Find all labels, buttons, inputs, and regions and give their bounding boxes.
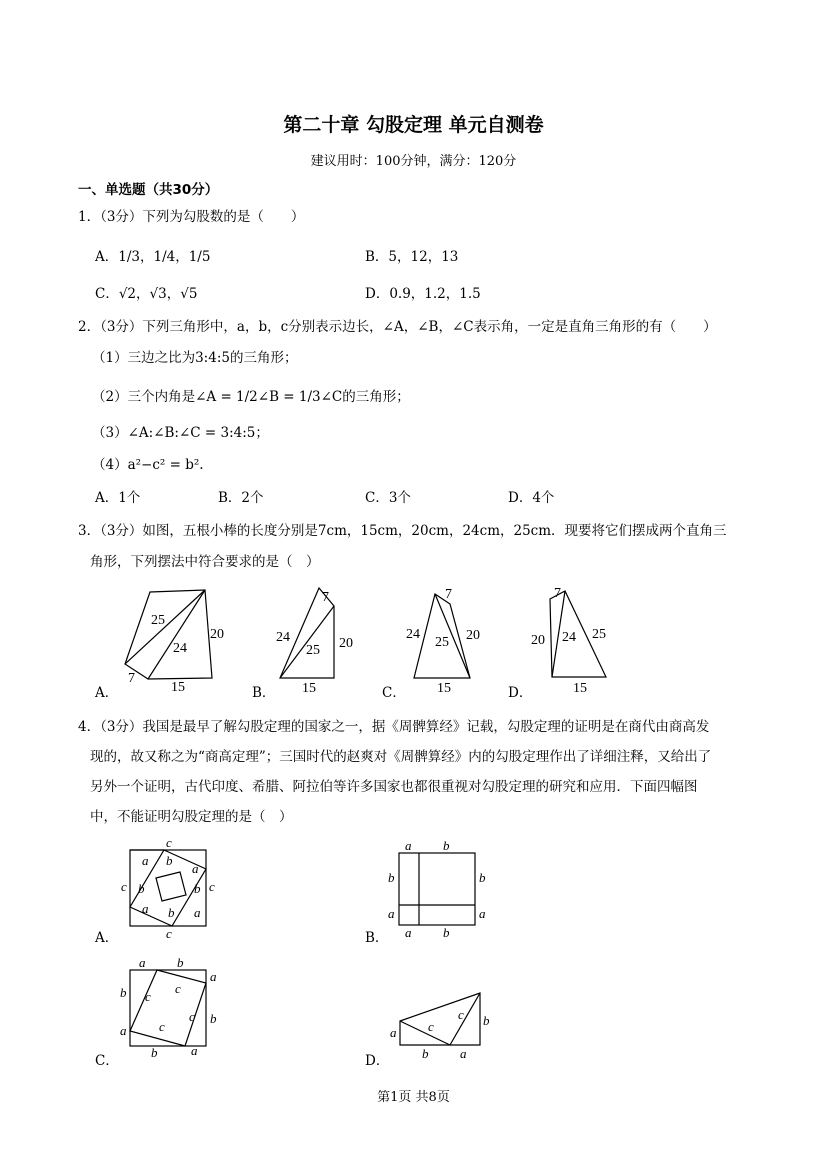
q1-option-c: C．√2，√3，√5 xyxy=(95,286,198,302)
q2-statement-3: （3）∠A:∠B:∠C = 3:4:5； xyxy=(92,425,269,441)
fig-c-label-25: 25 xyxy=(435,635,449,650)
q3-label-b: B． xyxy=(252,685,276,701)
q1-option-a: A．1/3，1/4，1/5 xyxy=(95,249,211,265)
page-title: 第二十章 勾股定理 单元自测卷 xyxy=(283,114,544,136)
q4-line-2: 现的，故又称之为“商高定理”；三国时代的赵爽对《周髀算经》内的勾股定理作出了详细注释，又给出了 xyxy=(90,749,712,765)
fig-d-label-7: 7 xyxy=(554,586,561,601)
q4-line-1: 4．（3分）我国是最早了解勾股定理的国家之一，据《周髀算经》记载，勾股定理的证明是在商代由商高发 xyxy=(78,719,710,735)
q3-figure-b xyxy=(272,586,367,696)
svg-text:b: b xyxy=(479,870,486,885)
page-footer: 第1页 共8页 xyxy=(377,1090,450,1105)
q3-label-a: A． xyxy=(95,685,119,701)
svg-text:c: c xyxy=(145,989,151,1004)
q4-label-c: C． xyxy=(95,1053,119,1069)
svg-text:b: b xyxy=(443,838,450,853)
svg-text:a: a xyxy=(142,853,149,868)
q2-option-d: D．4个 xyxy=(508,490,555,506)
svg-text:c: c xyxy=(121,879,127,894)
q3-label-c: C． xyxy=(382,685,406,701)
svg-text:c: c xyxy=(458,1007,464,1022)
svg-text:b: b xyxy=(151,1045,158,1060)
q2-option-c: C．3个 xyxy=(365,490,411,506)
svg-text:b: b xyxy=(443,925,450,940)
svg-text:b: b xyxy=(422,1046,429,1061)
q1-option-d: D．0.9，1.2，1.5 xyxy=(365,286,481,302)
svg-text:a: a xyxy=(390,1025,397,1040)
fig-a-label-20: 20 xyxy=(210,627,224,642)
svg-text:a: a xyxy=(194,905,201,920)
q4-stem xyxy=(78,712,750,832)
fig-b-label-20: 20 xyxy=(339,636,353,651)
fig-a-label-7: 7 xyxy=(128,671,135,686)
svg-text:c: c xyxy=(428,1019,434,1034)
q4-figure-b xyxy=(385,838,490,943)
svg-text:c: c xyxy=(166,835,172,850)
svg-text:b: b xyxy=(138,881,145,896)
q1-stem: 1．（3分）下列为勾股数的是（ ） xyxy=(78,209,305,225)
svg-text:a: a xyxy=(139,955,146,970)
svg-text:a: a xyxy=(405,925,412,940)
figure-a-shape xyxy=(125,590,212,679)
fig-c-label-24: 24 xyxy=(406,627,420,642)
svg-text:c: c xyxy=(175,981,181,996)
q3-figure-a xyxy=(115,590,225,700)
svg-text:b: b xyxy=(177,955,184,970)
svg-text:b: b xyxy=(388,870,395,885)
fig-c-label-15: 15 xyxy=(437,681,451,696)
fig-a-label-24: 24 xyxy=(173,641,187,656)
q4-figure-c xyxy=(115,955,220,1060)
svg-text:a: a xyxy=(405,838,412,853)
svg-text:b: b xyxy=(168,905,175,920)
q2-statement-4: （4）a²−c² = b². xyxy=(92,457,204,473)
fig-b-label-25: 25 xyxy=(306,643,320,658)
time-score-note: 建议用时：100分钟，满分：120分 xyxy=(310,154,517,169)
q4-label-b: B． xyxy=(365,930,389,946)
q3-figure-c xyxy=(400,586,495,696)
svg-text:a: a xyxy=(460,1046,467,1061)
q2-option-a: A．1个 xyxy=(95,490,141,506)
q4-label-d: D． xyxy=(365,1053,390,1069)
svg-text:b: b xyxy=(483,1013,490,1028)
q1-option-b: B．5，12，13 xyxy=(365,249,459,265)
q4-label-a: A． xyxy=(95,930,119,946)
fig-b-label-7: 7 xyxy=(322,590,329,605)
q3-label-d: D． xyxy=(508,685,533,701)
svg-text:a: a xyxy=(142,901,149,916)
svg-text:a: a xyxy=(192,861,199,876)
fig-b-label-15: 15 xyxy=(302,681,316,696)
q4-line-3: 另外一个证明，古代印度、希腊、阿拉伯等许多国家也都很重视对勾股定理的研究和应用．下面四幅图 xyxy=(90,779,698,795)
q3-line-2: 角形，下列摆法中符合要求的是（ ） xyxy=(90,554,320,570)
svg-text:a: a xyxy=(191,1043,198,1058)
svg-text:b: b xyxy=(194,881,201,896)
svg-text:a: a xyxy=(120,1023,127,1038)
svg-text:c: c xyxy=(189,1009,195,1024)
q3-figure-d xyxy=(528,585,623,695)
q4-line-4: 中，不能证明勾股定理的是（ ） xyxy=(90,809,293,825)
q2-statement-2: （2）三个内角是∠A = 1/2∠B = 1/3∠C的三角形； xyxy=(92,389,410,405)
svg-text:b: b xyxy=(166,853,173,868)
section-heading: 一、单选题（共30分） xyxy=(78,182,219,198)
fig-d-label-25: 25 xyxy=(592,627,606,642)
fig-c-label-20: 20 xyxy=(466,628,480,643)
svg-text:b: b xyxy=(210,1011,217,1026)
q2-option-b: B．2个 xyxy=(218,490,264,506)
q4-figure-d xyxy=(388,985,498,1065)
q3-line-1: 3．（3分）如图，五根小棒的长度分别是7cm，15cm，20cm，24cm，25cm．现要将它们摆成两个直角三 xyxy=(78,523,727,539)
svg-text:c: c xyxy=(159,1019,165,1034)
svg-text:a: a xyxy=(210,969,217,984)
svg-text:c: c xyxy=(209,879,215,894)
fig-c-label-7: 7 xyxy=(445,587,452,602)
fig-d-label-24: 24 xyxy=(562,630,576,645)
svg-text:a: a xyxy=(479,906,486,921)
q2-stem: 2．（3分）下列三角形中，a，b，c分别表示边长，∠A，∠B，∠C表示角，一定是直角三角形的有（ ） xyxy=(78,319,717,335)
svg-text:b: b xyxy=(120,985,127,1000)
svg-text:a: a xyxy=(388,906,395,921)
fig-a-label-25: 25 xyxy=(151,613,165,628)
svg-text:c: c xyxy=(166,926,172,941)
fig-b-label-24: 24 xyxy=(276,630,290,645)
fig-d-label-20: 20 xyxy=(531,633,545,648)
q4-figure-a xyxy=(118,835,218,945)
fig-a-label-15: 15 xyxy=(171,680,185,695)
q2-statement-1: （1）三边之比为3:4:5的三角形； xyxy=(92,350,298,366)
fig-d-label-15: 15 xyxy=(573,681,587,696)
